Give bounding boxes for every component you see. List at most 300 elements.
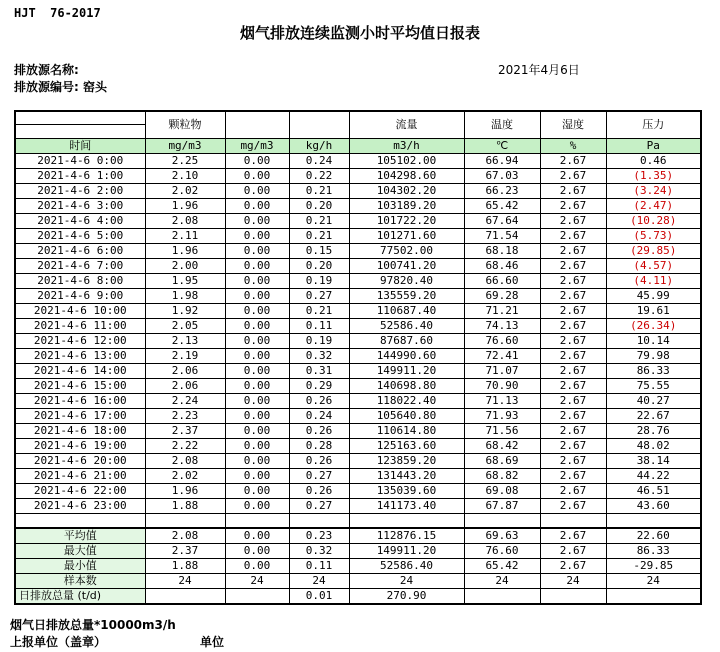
value-cell: 135559.20 xyxy=(349,289,464,304)
value-cell: 0.00 xyxy=(225,528,289,544)
time-cell: 2021-4-6 14:00 xyxy=(15,364,145,379)
unit-percent: % xyxy=(540,139,606,154)
value-cell: 104302.20 xyxy=(349,184,464,199)
value-cell xyxy=(145,514,225,528)
value-cell: 0.26 xyxy=(289,484,349,499)
value-cell xyxy=(464,588,540,604)
value-cell: 0.19 xyxy=(289,274,349,289)
value-cell: (1.35) xyxy=(606,169,701,184)
data-row xyxy=(15,379,701,394)
data-row xyxy=(15,424,701,439)
value-cell: 10.14 xyxy=(606,334,701,349)
value-cell: 2.06 xyxy=(145,379,225,394)
value-cell: 66.94 xyxy=(464,154,540,169)
unit-label: 单位 xyxy=(200,635,225,649)
value-cell: 76.60 xyxy=(464,543,540,558)
value-cell: 68.42 xyxy=(464,439,540,454)
value-cell: 0.24 xyxy=(289,409,349,424)
value-cell: 0.00 xyxy=(225,364,289,379)
unit-pa: Pa xyxy=(606,139,701,154)
report-date: 2021年4月6日 xyxy=(498,63,580,77)
col-header-pressure: 压力 xyxy=(606,111,701,139)
value-cell: 0.46 xyxy=(606,154,701,169)
data-row xyxy=(15,199,701,214)
value-cell: 0.26 xyxy=(289,454,349,469)
source-name-label: 排放源名称: xyxy=(14,63,79,77)
value-cell: 69.08 xyxy=(464,484,540,499)
value-cell: 2.25 xyxy=(145,154,225,169)
time-cell: 2021-4-6 10:00 xyxy=(15,304,145,319)
time-cell: 2021-4-6 5:00 xyxy=(15,229,145,244)
value-cell: 0.20 xyxy=(289,199,349,214)
time-cell: 2021-4-6 11:00 xyxy=(15,319,145,334)
value-cell: 75.55 xyxy=(606,379,701,394)
value-cell: 2.67 xyxy=(540,274,606,289)
summary-label-cell: 最小值 xyxy=(15,558,145,573)
value-cell: 2.67 xyxy=(540,558,606,573)
data-row xyxy=(15,319,701,334)
value-cell: 2.67 xyxy=(540,244,606,259)
value-cell: 2.37 xyxy=(145,543,225,558)
value-cell xyxy=(540,514,606,528)
value-cell: 0.00 xyxy=(225,289,289,304)
data-row xyxy=(15,364,701,379)
value-cell: 87687.60 xyxy=(349,334,464,349)
value-cell: 0.00 xyxy=(225,439,289,454)
value-cell xyxy=(606,514,701,528)
value-cell: 71.07 xyxy=(464,364,540,379)
value-cell: 2.02 xyxy=(145,184,225,199)
value-cell: 0.27 xyxy=(289,499,349,514)
value-cell: 1.96 xyxy=(145,484,225,499)
data-row xyxy=(15,304,701,319)
value-cell: 74.13 xyxy=(464,319,540,334)
value-cell: 79.98 xyxy=(606,349,701,364)
value-cell: 71.56 xyxy=(464,424,540,439)
value-cell: 22.67 xyxy=(606,409,701,424)
value-cell: 97820.40 xyxy=(349,274,464,289)
time-cell: 2021-4-6 4:00 xyxy=(15,214,145,229)
value-cell: 149911.20 xyxy=(349,364,464,379)
value-cell: 2.67 xyxy=(540,394,606,409)
value-cell: 65.42 xyxy=(464,558,540,573)
report-unit-label: 上报单位（盖章） xyxy=(10,635,107,649)
value-cell: 2.67 xyxy=(540,528,606,544)
value-cell: 2.67 xyxy=(540,454,606,469)
value-cell: 68.46 xyxy=(464,259,540,274)
value-cell: 71.93 xyxy=(464,409,540,424)
value-cell: -29.85 xyxy=(606,558,701,573)
value-cell: 77502.00 xyxy=(349,244,464,259)
time-cell: 2021-4-6 12:00 xyxy=(15,334,145,349)
value-cell: 0.22 xyxy=(289,169,349,184)
value-cell: 86.33 xyxy=(606,543,701,558)
data-row xyxy=(15,244,701,259)
col-header-blank-2 xyxy=(289,111,349,139)
value-cell: 0.00 xyxy=(225,424,289,439)
value-cell: 131443.20 xyxy=(349,469,464,484)
page-title: 烟气排放连续监测小时平均值日报表 xyxy=(239,24,480,42)
value-cell: 2.67 xyxy=(540,439,606,454)
col-header-blank-1 xyxy=(225,111,289,139)
data-row xyxy=(15,394,701,409)
value-cell: (4.57) xyxy=(606,259,701,274)
value-cell: 0.00 xyxy=(225,169,289,184)
value-cell: 24 xyxy=(289,573,349,588)
value-cell: 0.24 xyxy=(289,154,349,169)
value-cell: 2.67 xyxy=(540,169,606,184)
value-cell: 110687.40 xyxy=(349,304,464,319)
value-cell xyxy=(540,588,606,604)
value-cell: 2.05 xyxy=(145,319,225,334)
value-cell: 24 xyxy=(540,573,606,588)
value-cell: 45.99 xyxy=(606,289,701,304)
value-cell: 0.01 xyxy=(289,588,349,604)
value-cell: 69.28 xyxy=(464,289,540,304)
data-row xyxy=(15,439,701,454)
value-cell: 2.67 xyxy=(540,349,606,364)
value-cell: 66.23 xyxy=(464,184,540,199)
value-cell: 0.00 xyxy=(225,199,289,214)
value-cell: 2.11 xyxy=(145,229,225,244)
time-cell: 2021-4-6 15:00 xyxy=(15,379,145,394)
value-cell: 68.18 xyxy=(464,244,540,259)
value-cell: 0.00 xyxy=(225,409,289,424)
value-cell: 2.08 xyxy=(145,454,225,469)
data-row xyxy=(15,169,701,184)
value-cell: 0.00 xyxy=(225,558,289,573)
value-cell: 2.67 xyxy=(540,484,606,499)
value-cell: 67.03 xyxy=(464,169,540,184)
data-row xyxy=(15,334,701,349)
value-cell: 135039.60 xyxy=(349,484,464,499)
time-cell: 2021-4-6 13:00 xyxy=(15,349,145,364)
value-cell: (5.73) xyxy=(606,229,701,244)
value-cell: 0.29 xyxy=(289,379,349,394)
value-cell: 0.21 xyxy=(289,214,349,229)
unit-mgm3-2: mg/m3 xyxy=(225,139,289,154)
value-cell: 0.00 xyxy=(225,334,289,349)
value-cell: 67.87 xyxy=(464,499,540,514)
value-cell: 1.92 xyxy=(145,304,225,319)
time-cell: 2021-4-6 17:00 xyxy=(15,409,145,424)
data-row xyxy=(15,499,701,514)
time-cell: 2021-4-6 8:00 xyxy=(15,274,145,289)
value-cell: 0.00 xyxy=(225,543,289,558)
value-cell xyxy=(289,514,349,528)
value-cell: 38.14 xyxy=(606,454,701,469)
value-cell xyxy=(145,588,225,604)
value-cell: 24 xyxy=(349,573,464,588)
time-cell: 2021-4-6 21:00 xyxy=(15,469,145,484)
source-id-label: 排放源编号: 窑头 xyxy=(14,80,107,94)
summary-row xyxy=(15,558,701,573)
value-cell: 1.95 xyxy=(145,274,225,289)
col-header-particulate: 颗粒物 xyxy=(145,111,225,139)
value-cell: 46.51 xyxy=(606,484,701,499)
time-cell: 2021-4-6 20:00 xyxy=(15,454,145,469)
value-cell: 0.00 xyxy=(225,244,289,259)
value-cell xyxy=(225,588,289,604)
time-cell: 2021-4-6 1:00 xyxy=(15,169,145,184)
time-cell: 2021-4-6 18:00 xyxy=(15,424,145,439)
value-cell: 2.37 xyxy=(145,424,225,439)
value-cell: 141173.40 xyxy=(349,499,464,514)
value-cell: 0.00 xyxy=(225,469,289,484)
value-cell: 2.13 xyxy=(145,334,225,349)
value-cell: 65.42 xyxy=(464,199,540,214)
value-cell: 24 xyxy=(606,573,701,588)
value-cell: 0.28 xyxy=(289,439,349,454)
value-cell: 0.00 xyxy=(225,394,289,409)
value-cell: 24 xyxy=(225,573,289,588)
value-cell: 19.61 xyxy=(606,304,701,319)
split-top xyxy=(16,112,145,125)
value-cell: 0.00 xyxy=(225,274,289,289)
value-cell: 123859.20 xyxy=(349,454,464,469)
value-cell: (4.11) xyxy=(606,274,701,289)
value-cell: 118022.40 xyxy=(349,394,464,409)
report-table xyxy=(14,110,702,605)
value-cell: 0.23 xyxy=(289,528,349,544)
value-cell: 2.67 xyxy=(540,304,606,319)
value-cell: 1.96 xyxy=(145,199,225,214)
value-cell: 0.00 xyxy=(225,454,289,469)
unit-m3h: m3/h xyxy=(349,139,464,154)
value-cell: 0.27 xyxy=(289,289,349,304)
col-header-temperature: 温度 xyxy=(464,111,540,139)
footer-note: 烟气日排放总量*10000m3/h xyxy=(10,618,176,632)
value-cell: 28.76 xyxy=(606,424,701,439)
summary-label-cell: 平均值 xyxy=(15,528,145,544)
value-cell: 66.60 xyxy=(464,274,540,289)
time-cell: 2021-4-6 7:00 xyxy=(15,259,145,274)
summary-row xyxy=(15,528,701,544)
value-cell xyxy=(349,514,464,528)
value-cell: 24 xyxy=(145,573,225,588)
value-cell: 100741.20 xyxy=(349,259,464,274)
time-cell: 2021-4-6 0:00 xyxy=(15,154,145,169)
value-cell: 103189.20 xyxy=(349,199,464,214)
value-cell: 2.67 xyxy=(540,154,606,169)
time-cell: 2021-4-6 19:00 xyxy=(15,439,145,454)
value-cell: 144990.60 xyxy=(349,349,464,364)
value-cell: 2.67 xyxy=(540,289,606,304)
value-cell: 69.63 xyxy=(464,528,540,544)
unit-celsius: ℃ xyxy=(464,139,540,154)
value-cell: 125163.60 xyxy=(349,439,464,454)
table-body xyxy=(15,154,701,604)
value-cell: 0.00 xyxy=(225,184,289,199)
value-cell: 0.21 xyxy=(289,304,349,319)
value-cell: 43.60 xyxy=(606,499,701,514)
group-header-row xyxy=(15,111,701,139)
value-cell: 68.69 xyxy=(464,454,540,469)
value-cell: 0.00 xyxy=(225,319,289,334)
value-cell xyxy=(606,588,701,604)
value-cell: 0.11 xyxy=(289,558,349,573)
value-cell: (26.34) xyxy=(606,319,701,334)
data-row xyxy=(15,154,701,169)
value-cell: 2.67 xyxy=(540,499,606,514)
value-cell: 48.02 xyxy=(606,439,701,454)
value-cell: 2.67 xyxy=(540,199,606,214)
value-cell: 70.90 xyxy=(464,379,540,394)
value-cell: 270.90 xyxy=(349,588,464,604)
value-cell: 0.00 xyxy=(225,214,289,229)
data-row xyxy=(15,229,701,244)
value-cell: 0.00 xyxy=(225,499,289,514)
value-cell: 0.00 xyxy=(225,154,289,169)
value-cell: 24 xyxy=(464,573,540,588)
value-cell: 149911.20 xyxy=(349,543,464,558)
value-cell: 71.21 xyxy=(464,304,540,319)
time-header-split-cell xyxy=(15,111,145,139)
value-cell: 101722.20 xyxy=(349,214,464,229)
time-cell: 2021-4-6 6:00 xyxy=(15,244,145,259)
summary-label-cell: 样本数 xyxy=(15,573,145,588)
value-cell: 2.67 xyxy=(540,229,606,244)
data-row xyxy=(15,184,701,199)
value-cell: 2.67 xyxy=(540,424,606,439)
value-cell: 2.08 xyxy=(145,214,225,229)
value-cell: 71.13 xyxy=(464,394,540,409)
value-cell: 0.20 xyxy=(289,259,349,274)
value-cell: 68.82 xyxy=(464,469,540,484)
value-cell: 0.26 xyxy=(289,394,349,409)
value-cell: (29.85) xyxy=(606,244,701,259)
value-cell: 2.02 xyxy=(145,469,225,484)
value-cell: 2.67 xyxy=(540,469,606,484)
document-code: HJT 76-2017 xyxy=(14,6,101,20)
value-cell: 71.54 xyxy=(464,229,540,244)
data-row xyxy=(15,289,701,304)
value-cell: 1.98 xyxy=(145,289,225,304)
value-cell: 0.32 xyxy=(289,349,349,364)
value-cell: 105102.00 xyxy=(349,154,464,169)
time-cell: 2021-4-6 2:00 xyxy=(15,184,145,199)
unit-header-row xyxy=(15,139,701,154)
value-cell: (2.47) xyxy=(606,199,701,214)
value-cell: 0.00 xyxy=(225,304,289,319)
value-cell: 0.31 xyxy=(289,364,349,379)
time-cell: 2021-4-6 9:00 xyxy=(15,289,145,304)
summary-label-cell: 最大值 xyxy=(15,543,145,558)
summary-row xyxy=(15,588,701,604)
data-row xyxy=(15,214,701,229)
value-cell: 2.22 xyxy=(145,439,225,454)
value-cell: 0.15 xyxy=(289,244,349,259)
value-cell: 0.27 xyxy=(289,469,349,484)
col-header-humidity: 湿度 xyxy=(540,111,606,139)
value-cell: 2.67 xyxy=(540,214,606,229)
value-cell: 2.67 xyxy=(540,319,606,334)
value-cell: 76.60 xyxy=(464,334,540,349)
value-cell: 0.00 xyxy=(225,229,289,244)
value-cell: 0.00 xyxy=(225,484,289,499)
value-cell: 52586.40 xyxy=(349,319,464,334)
value-cell: 2.10 xyxy=(145,169,225,184)
value-cell: 72.41 xyxy=(464,349,540,364)
value-cell: 140698.80 xyxy=(349,379,464,394)
value-cell: 22.60 xyxy=(606,528,701,544)
value-cell: 0.00 xyxy=(225,379,289,394)
value-cell: 104298.60 xyxy=(349,169,464,184)
time-cell: 2021-4-6 3:00 xyxy=(15,199,145,214)
value-cell: 0.32 xyxy=(289,543,349,558)
value-cell: 110614.80 xyxy=(349,424,464,439)
summary-label-cell: 日排放总量 (t/d) xyxy=(15,588,145,604)
value-cell: (10.28) xyxy=(606,214,701,229)
split-bottom xyxy=(16,125,145,138)
time-cell: 2021-4-6 22:00 xyxy=(15,484,145,499)
value-cell: 2.67 xyxy=(540,259,606,274)
value-cell: 101271.60 xyxy=(349,229,464,244)
value-cell xyxy=(464,514,540,528)
value-cell: 105640.80 xyxy=(349,409,464,424)
summary-row xyxy=(15,573,701,588)
value-cell: 2.06 xyxy=(145,364,225,379)
spacer-row xyxy=(15,514,701,528)
value-cell: (3.24) xyxy=(606,184,701,199)
value-cell: 0.21 xyxy=(289,229,349,244)
value-cell: 2.67 xyxy=(540,184,606,199)
value-cell: 2.19 xyxy=(145,349,225,364)
value-cell: 44.22 xyxy=(606,469,701,484)
value-cell: 86.33 xyxy=(606,364,701,379)
value-cell: 2.67 xyxy=(540,409,606,424)
value-cell: 0.19 xyxy=(289,334,349,349)
value-cell: 2.67 xyxy=(540,334,606,349)
unit-mgm3-1: mg/m3 xyxy=(145,139,225,154)
value-cell: 112876.15 xyxy=(349,528,464,544)
value-cell: 2.24 xyxy=(145,394,225,409)
value-cell: 2.67 xyxy=(540,364,606,379)
value-cell: 2.67 xyxy=(540,379,606,394)
data-row xyxy=(15,259,701,274)
value-cell: 2.23 xyxy=(145,409,225,424)
value-cell: 52586.40 xyxy=(349,558,464,573)
data-row xyxy=(15,469,701,484)
value-cell: 0.00 xyxy=(225,259,289,274)
data-row xyxy=(15,484,701,499)
value-cell: 2.08 xyxy=(145,528,225,544)
summary-row xyxy=(15,543,701,558)
value-cell: 67.64 xyxy=(464,214,540,229)
value-cell: 40.27 xyxy=(606,394,701,409)
col-header-flow: 流量 xyxy=(349,111,464,139)
value-cell: 1.96 xyxy=(145,244,225,259)
data-row xyxy=(15,454,701,469)
unit-kgh: kg/h xyxy=(289,139,349,154)
time-cell: 2021-4-6 16:00 xyxy=(15,394,145,409)
value-cell: 0.26 xyxy=(289,424,349,439)
value-cell: 0.11 xyxy=(289,319,349,334)
data-row xyxy=(15,274,701,289)
summary-label-cell xyxy=(15,514,145,528)
value-cell: 0.00 xyxy=(225,349,289,364)
data-row xyxy=(15,349,701,364)
value-cell: 2.67 xyxy=(540,543,606,558)
value-cell: 1.88 xyxy=(145,499,225,514)
time-column-header: 时间 xyxy=(15,139,145,154)
value-cell: 2.00 xyxy=(145,259,225,274)
time-cell: 2021-4-6 23:00 xyxy=(15,499,145,514)
value-cell xyxy=(225,514,289,528)
value-cell: 0.21 xyxy=(289,184,349,199)
data-row xyxy=(15,409,701,424)
value-cell: 1.88 xyxy=(145,558,225,573)
